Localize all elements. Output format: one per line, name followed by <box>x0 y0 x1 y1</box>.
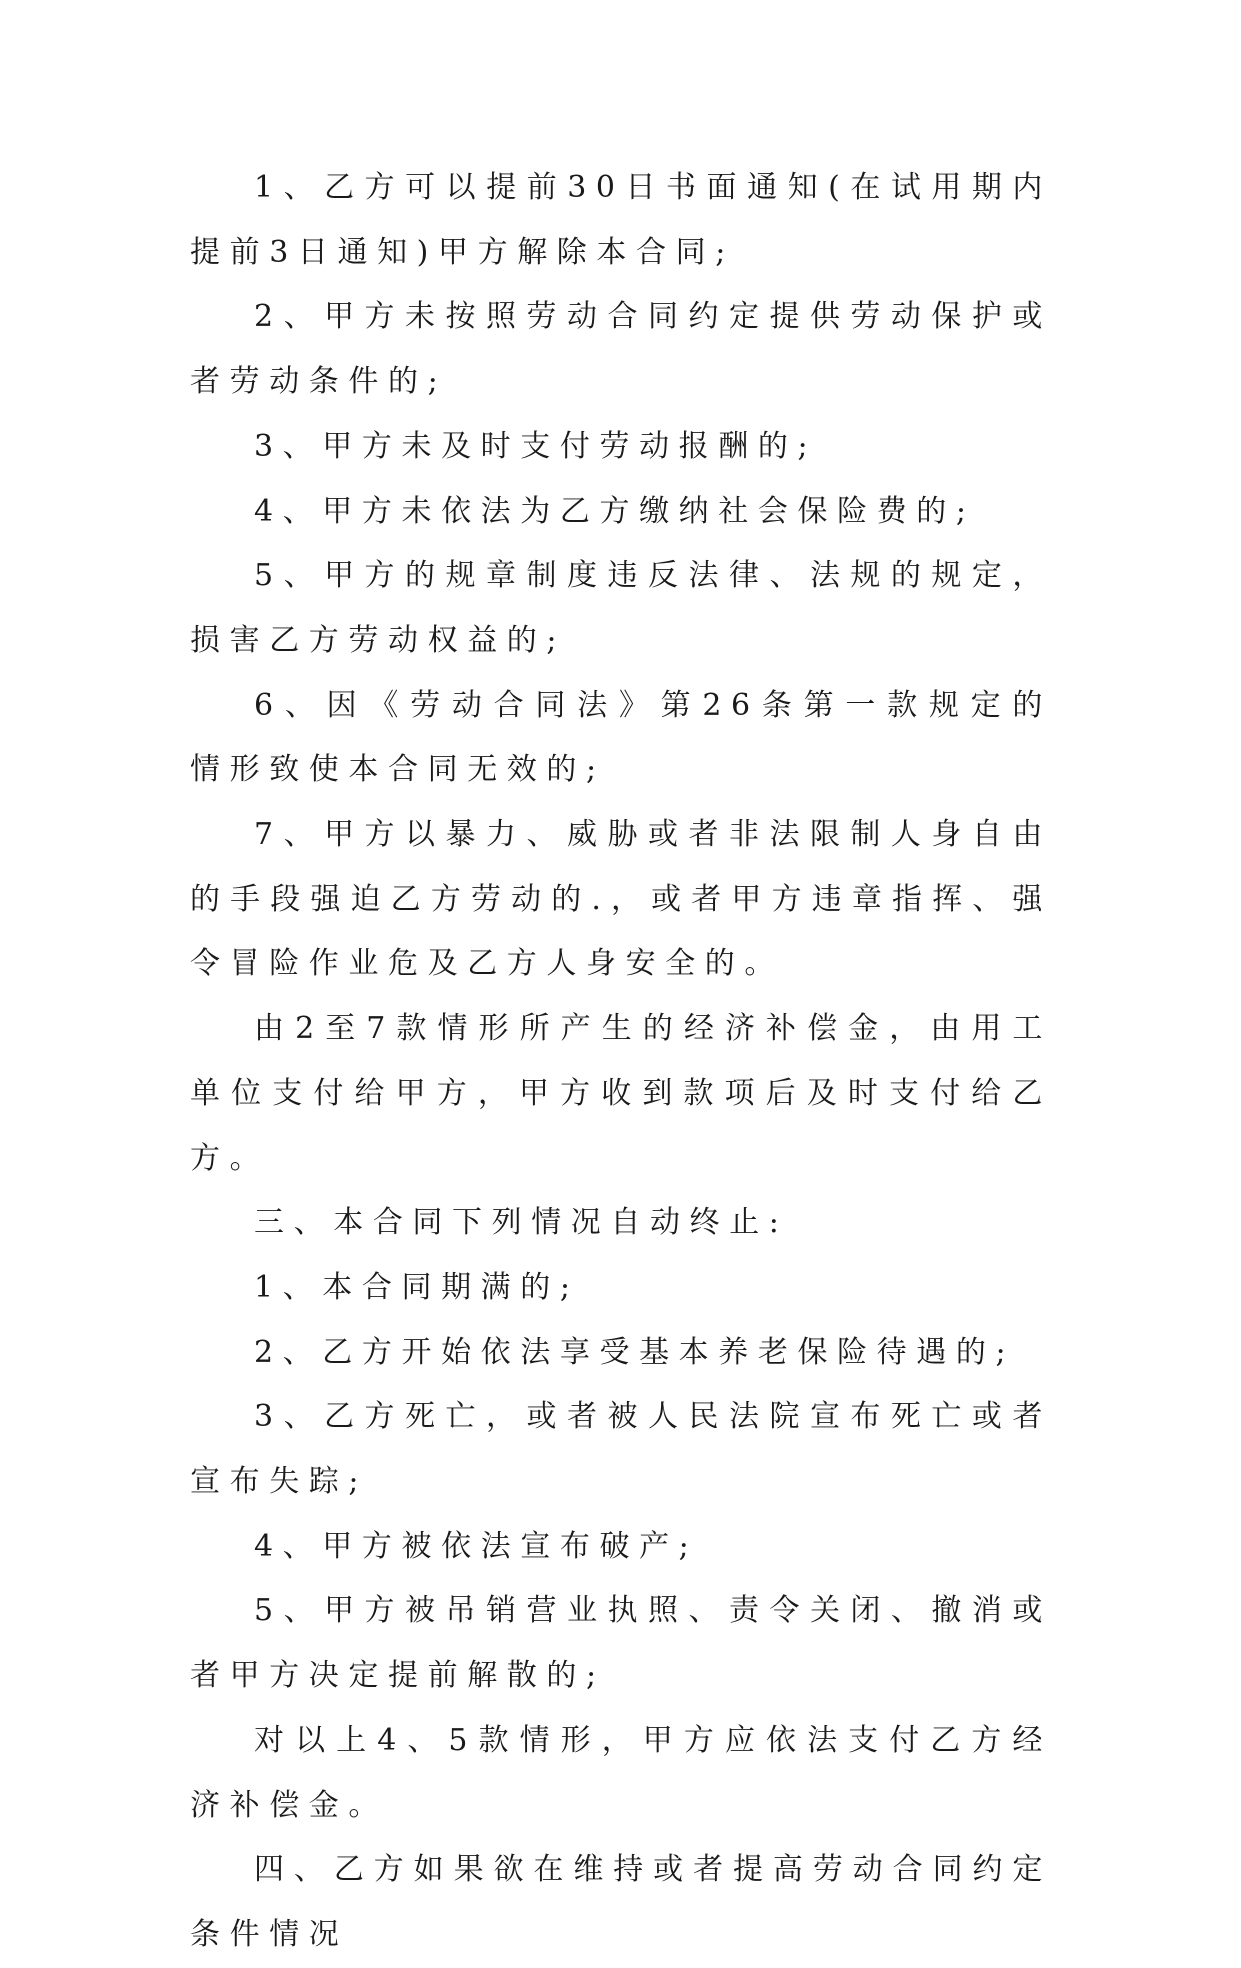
paragraph-license-revoked: 5、甲方被吊销营业执照、责令关闭、撤消或者甲方决定提前解散的; <box>190 1593 1052 1694</box>
paragraph-no-insurance: 4、甲方未依法为乙方缴纳社会保险费的; <box>254 493 976 529</box>
paragraph-bankruptcy: 4、甲方被依法宣布破产; <box>254 1528 699 1564</box>
paragraph-contract-invalid: 6、因《劳动合同法》第26条第一款规定的情形致使本合同无效的; <box>190 687 1052 788</box>
paragraph-resign-notice: 1、乙方可以提前30日书面通知(在试用期内提前3日通知)甲方解除本合同; <box>190 170 1052 270</box>
paragraph-contract-expired: 1、本合同期满的; <box>254 1269 580 1305</box>
section-heading-renewal: 四、乙方如果欲在维持或者提高劳动合同约定条件情况 <box>190 1852 1052 1952</box>
paragraph-no-protection: 2、甲方未按照劳动合同约定提供劳动保护或者劳动条件的; <box>190 299 1052 400</box>
paragraph-illegal-rules: 5、甲方的规章制度违反法律、法规的规定，损害乙方劳动权益的; <box>190 558 1052 658</box>
paragraph-unpaid-wages: 3、甲方未及时支付劳动报酬的; <box>254 428 818 464</box>
paragraph-forced-labor: 7、甲方以暴力、威胁或者非法限制人身自由的手段强迫乙方劳动的.，或者甲方违章指挥、强令冒险作业危及乙方人身安全的。 <box>190 817 1052 982</box>
paragraph-pension: 2、乙方开始依法享受基本养老保险待遇的; <box>254 1334 1016 1370</box>
paragraph-death: 3、乙方死亡，或者被人民法院宣布死亡或者宣布失踪; <box>190 1399 1052 1500</box>
paragraph-compensation-4-5: 对以上4、5款情形，甲方应依法支付乙方经济补偿金。 <box>190 1722 1052 1823</box>
section-heading-termination: 三、本合同下列情况自动终止: <box>254 1205 789 1241</box>
document-body <box>190 156 1052 1968</box>
paragraph-compensation: 由2至7款情形所产生的经济补偿金，由用工单位支付给甲方，甲方收到款项后及时支付给乙方。 <box>190 1011 1052 1176</box>
